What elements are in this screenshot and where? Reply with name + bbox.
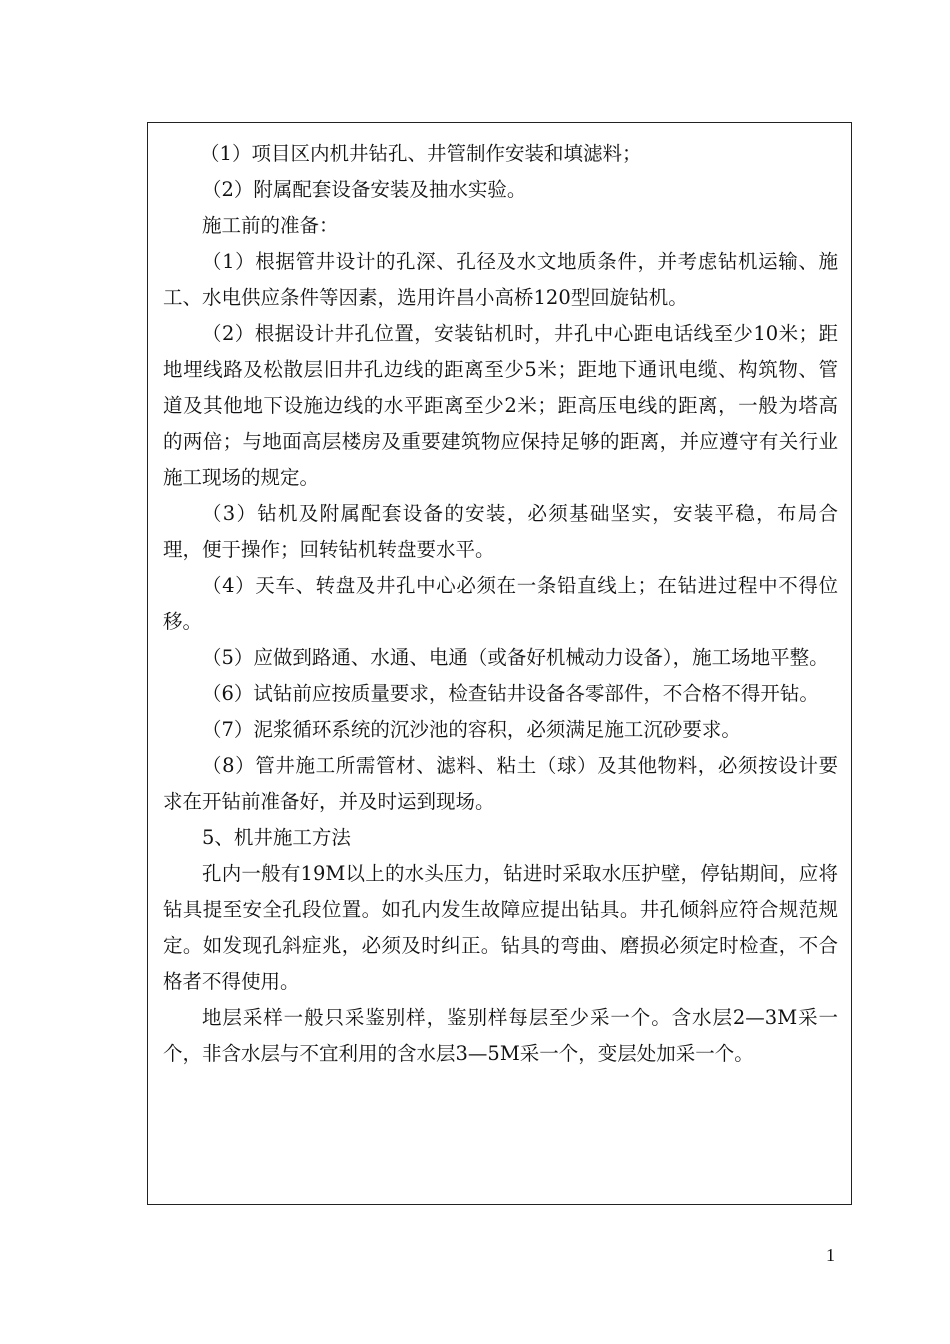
paragraph-prep-2: （2）根据设计井孔位置，安装钻机时，井孔中心距电话线至少10米；距地埋线路及松散层旧井孔边线的距离至少5米；距地下通讯电缆、构筑物、管道及其他地下设施边线的水平距离至少2米；距高压电线的距离，一般为塔高的两倍；与地面高层楼房及重要建筑物应保持足够的距离，并应遵守有关行业施工现场的规定。	[163, 322, 838, 489]
section-heading-well-construction: 5、机井施工方法	[202, 826, 351, 849]
paragraph-prep-6: （6）试钻前应按质量要求，检查钻井设备各零部件，不合格不得开钻。	[202, 682, 819, 705]
paragraph-preparation-heading: 施工前的准备：	[202, 214, 339, 237]
paragraph-prep-5: （5）应做到路通、水通、电通（或备好机械动力设备），施工场地平整。	[202, 646, 829, 669]
paragraph-prep-4: （4）天车、转盘及井孔中心必须在一条铅直线上；在钻进过程中不得位移。	[163, 574, 838, 633]
paragraph-prep-7: （7）泥浆循环系统的沉沙池的容积，必须满足施工沉砂要求。	[202, 718, 741, 741]
paragraph-scope-2: （2）附属配套设备安装及抽水实验。	[202, 178, 527, 201]
paragraph-scope-1: （1）项目区内机井钻孔、井管制作安装和填滤料；	[200, 142, 642, 165]
page-number: 1	[826, 1245, 835, 1265]
document-body	[163, 136, 838, 1072]
paragraph-construction-method: 孔内一般有19M以上的水头压力，钻进时采取水压护壁，停钻期间，应将钻具提至安全孔段位置。如孔内发生故障应提出钻具。井孔倾斜应符合规范规定。如发现孔斜症兆，必须及时纠正。钻具的弯曲、磨损必须定时检查，不合格者不得使用。	[163, 862, 838, 993]
paragraph-prep-3: （3）钻机及附属配套设备的安装，必须基础坚实，安装平稳，布局合理，便于操作；回转钻机转盘要水平。	[163, 502, 838, 561]
paragraph-sampling: 地层采样一般只采鉴别样，鉴别样每层至少采一个。含水层2—3M采一个，非含水层与不宜利用的含水层3—5M采一个，变层处加采一个。	[163, 1006, 838, 1065]
paragraph-prep-1: （1）根据管井设计的孔深、孔径及水文地质条件，并考虑钻机运输、施工、水电供应条件等因素，选用许昌小高桥120型回旋钻机。	[163, 250, 838, 309]
paragraph-prep-8: （8）管井施工所需管材、滤料、粘土（球）及其他物料，必须按设计要求在开钻前准备好，并及时运到现场。	[163, 754, 838, 813]
